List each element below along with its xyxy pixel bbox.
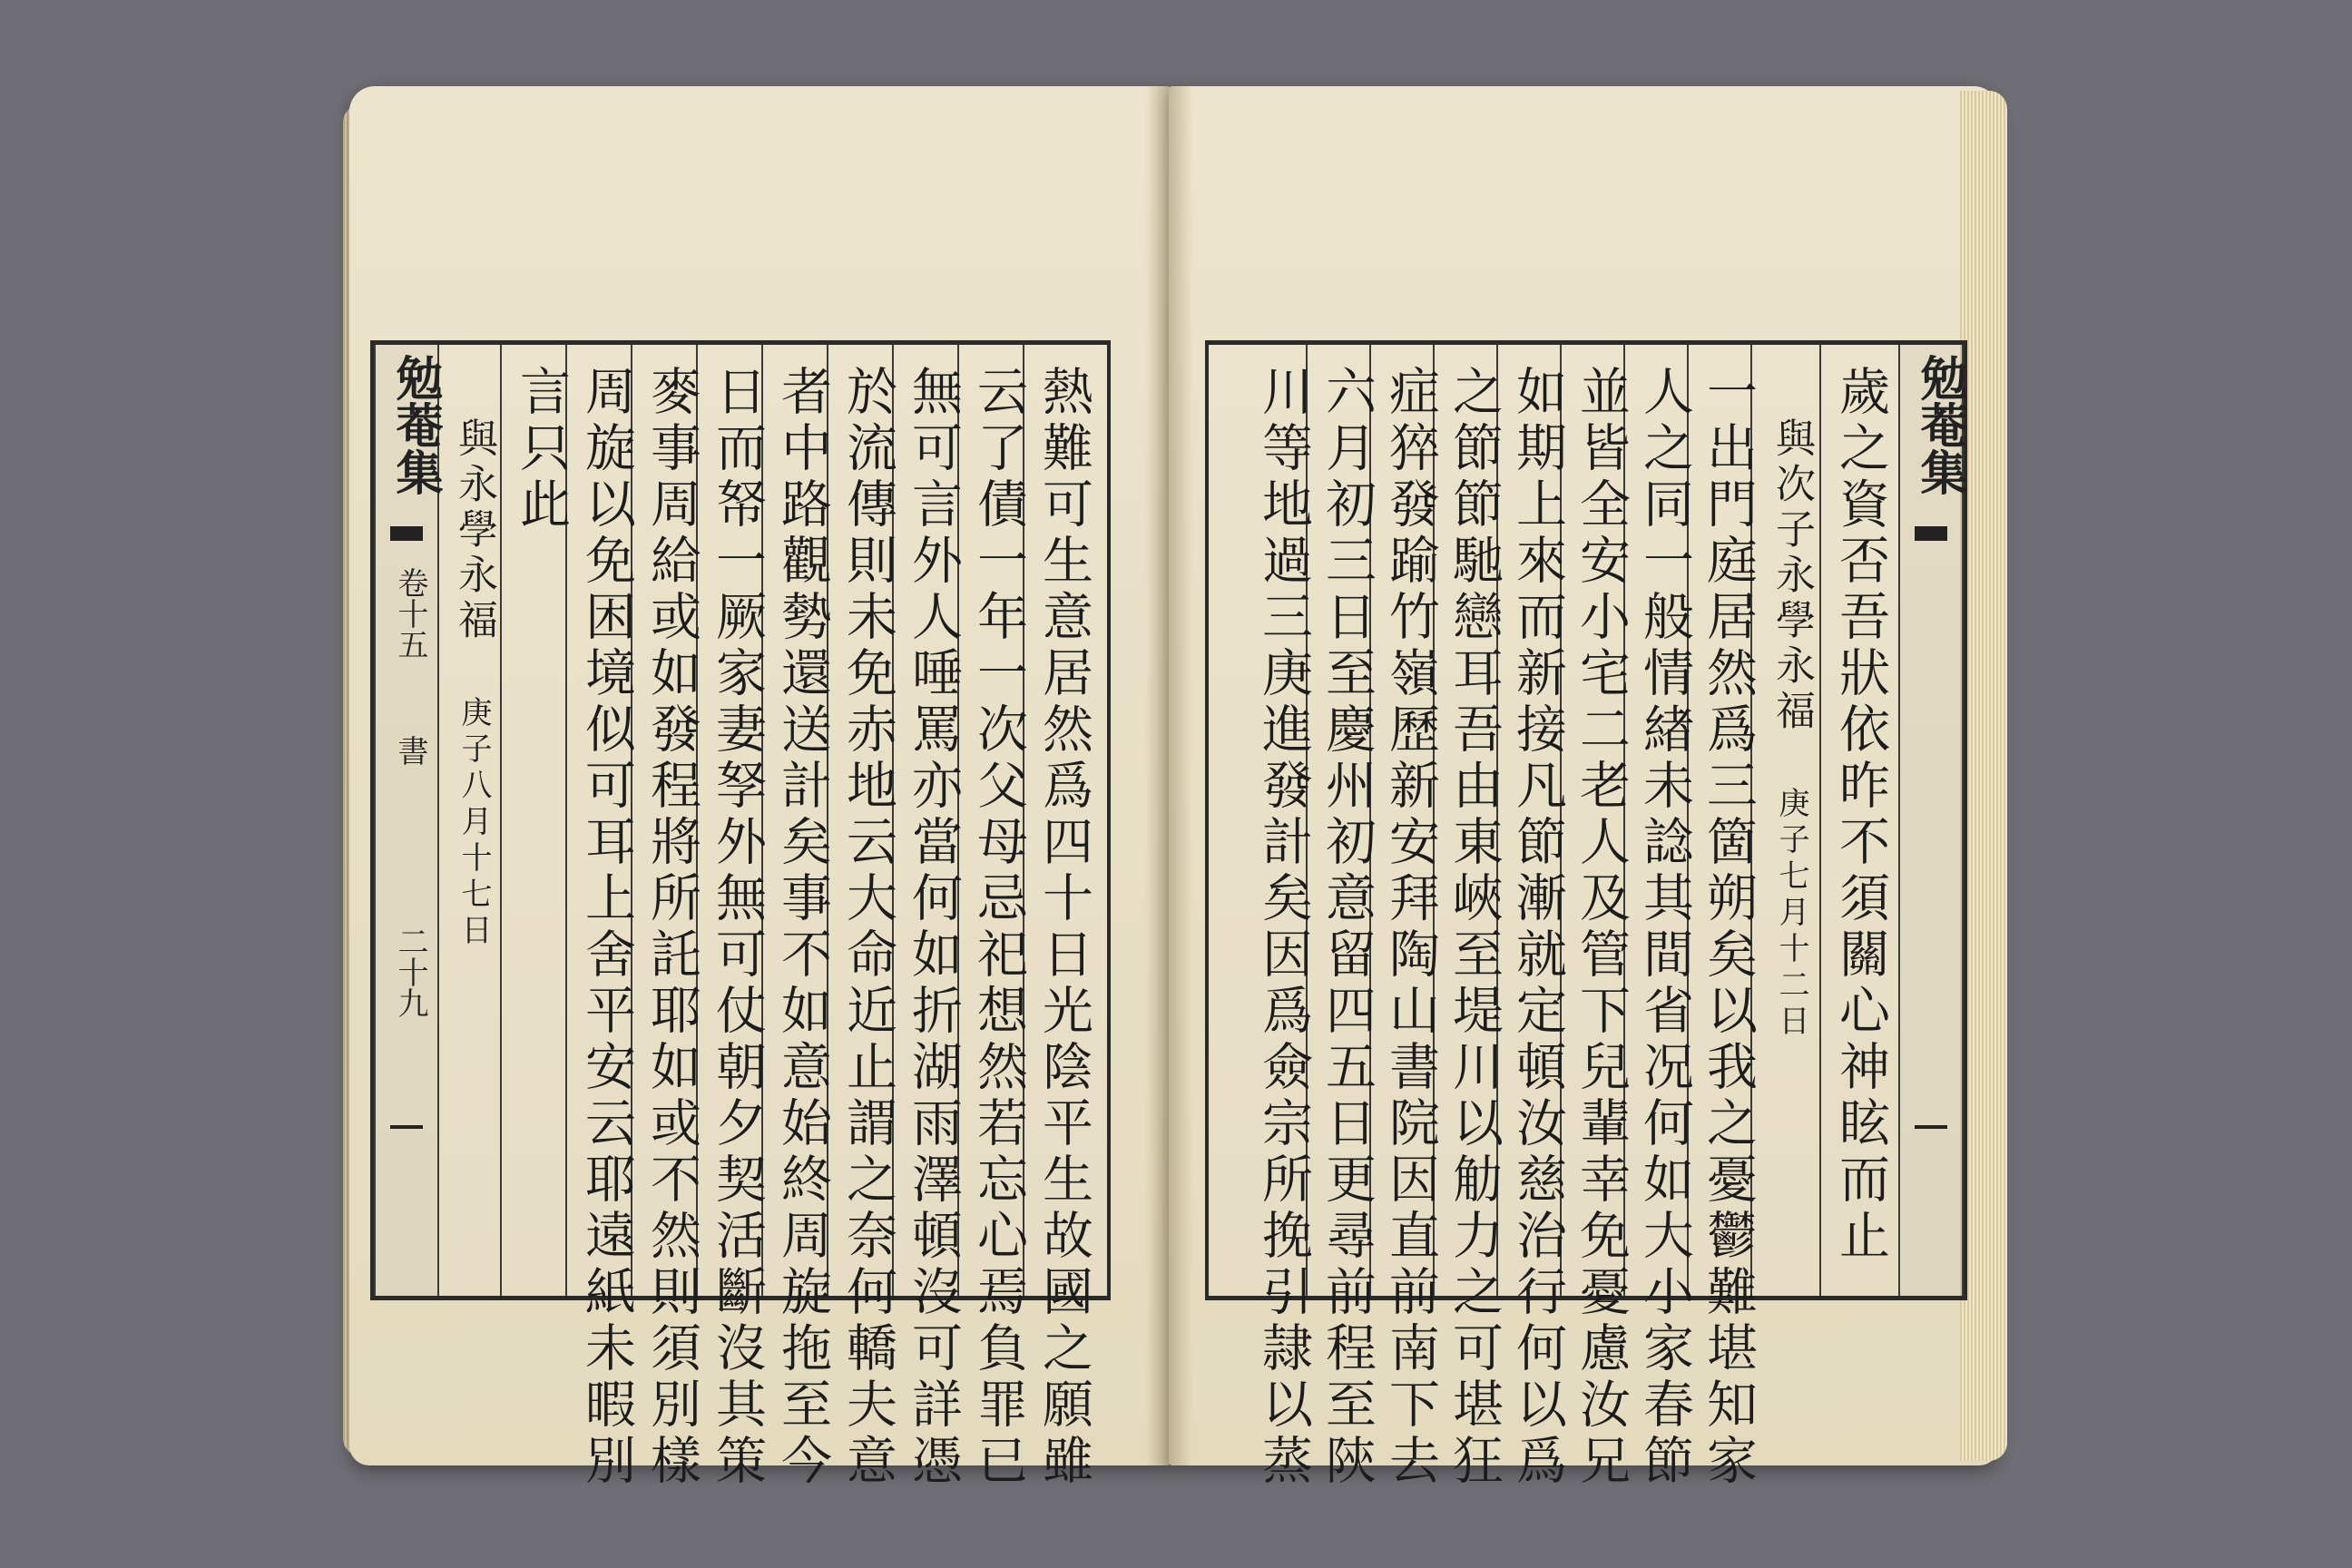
right-col-5: 如期上來而新接凡節漸就定頓汝慈治行何以爲 bbox=[1508, 365, 1567, 1490]
right-col-2: 一出門庭居然爲三箇朔矣以我之憂鬱難堪知家 bbox=[1699, 365, 1758, 1490]
left-col-9: 言只此 bbox=[512, 365, 571, 534]
left-col-7: 麥事周給或如發程將所託耶如或不然則須別樣 bbox=[642, 365, 701, 1490]
right-col-6: 之節節馳戀耳吾由東峽至堤川以觔力之可堪狂 bbox=[1445, 365, 1504, 1490]
right-col-9: 川等地過三庚進發計矣因爲僉宗所挽引隷以蒸 bbox=[1254, 365, 1313, 1490]
right-col-1: 歲之資否吾狀依昨不須關心神眩而止 bbox=[1831, 365, 1890, 1265]
left-col-4: 於流傳則未免赤地云大命近止謂之奈何轎夫意 bbox=[838, 365, 897, 1490]
left-col-6: 日而帑一厥家妻孥外無可仗朝夕契活斷沒其策 bbox=[708, 365, 767, 1490]
book-gutter bbox=[1145, 86, 1192, 1465]
left-center-band bbox=[374, 345, 443, 1296]
fish-tail-ornament bbox=[390, 526, 423, 541]
right-center-title: 勉菴集 bbox=[1912, 354, 1967, 495]
right-letter-title: 與次子永學永福 庚子七月十二日 bbox=[1769, 417, 1815, 1041]
left-col-2: 云了債一年一次父母忌祀想然若忘心焉負罪已 bbox=[969, 365, 1028, 1490]
left-text-frame bbox=[370, 340, 1111, 1490]
right-col-3: 人之同一般情緖未諗其間省况何如大小家春節 bbox=[1635, 365, 1694, 1490]
left-letter-title: 與永學永福 庚子八月十七日 bbox=[451, 417, 497, 950]
left-col-1: 熱難可生意居然爲四十日光陰平生故國之願雖 bbox=[1034, 365, 1093, 1490]
right-col-4: 並皆全安小宅二老人及管下兒輩幸免憂慮汝兄 bbox=[1572, 365, 1631, 1490]
left-center-section: 書 bbox=[392, 735, 428, 766]
left-center-page: 二十九 bbox=[392, 926, 428, 1018]
right-col-8: 六月初三日至慶州初意留四五日更尋前程至陝 bbox=[1318, 365, 1377, 1490]
right-text-frame bbox=[1205, 340, 1967, 1490]
left-center-volume: 卷十五 bbox=[392, 567, 428, 660]
fish-tail-ornament bbox=[1915, 526, 1947, 541]
right-center-band bbox=[1898, 345, 1967, 1296]
left-col-8: 周旋以免困境似可耳上舍平安云耶遠紙未暇別 bbox=[577, 365, 636, 1490]
left-col-5: 者中路觀勢還送計矣事不如意始終周旋拖至今 bbox=[773, 365, 832, 1490]
right-col-7: 症猝發踰竹嶺歷新安拜陶山書院因直前南下去 bbox=[1381, 365, 1440, 1490]
left-center-title: 勉菴集 bbox=[387, 354, 443, 495]
left-col-3: 無可言外人唾罵亦當何如折湖雨澤頓沒可詳憑 bbox=[904, 365, 963, 1490]
